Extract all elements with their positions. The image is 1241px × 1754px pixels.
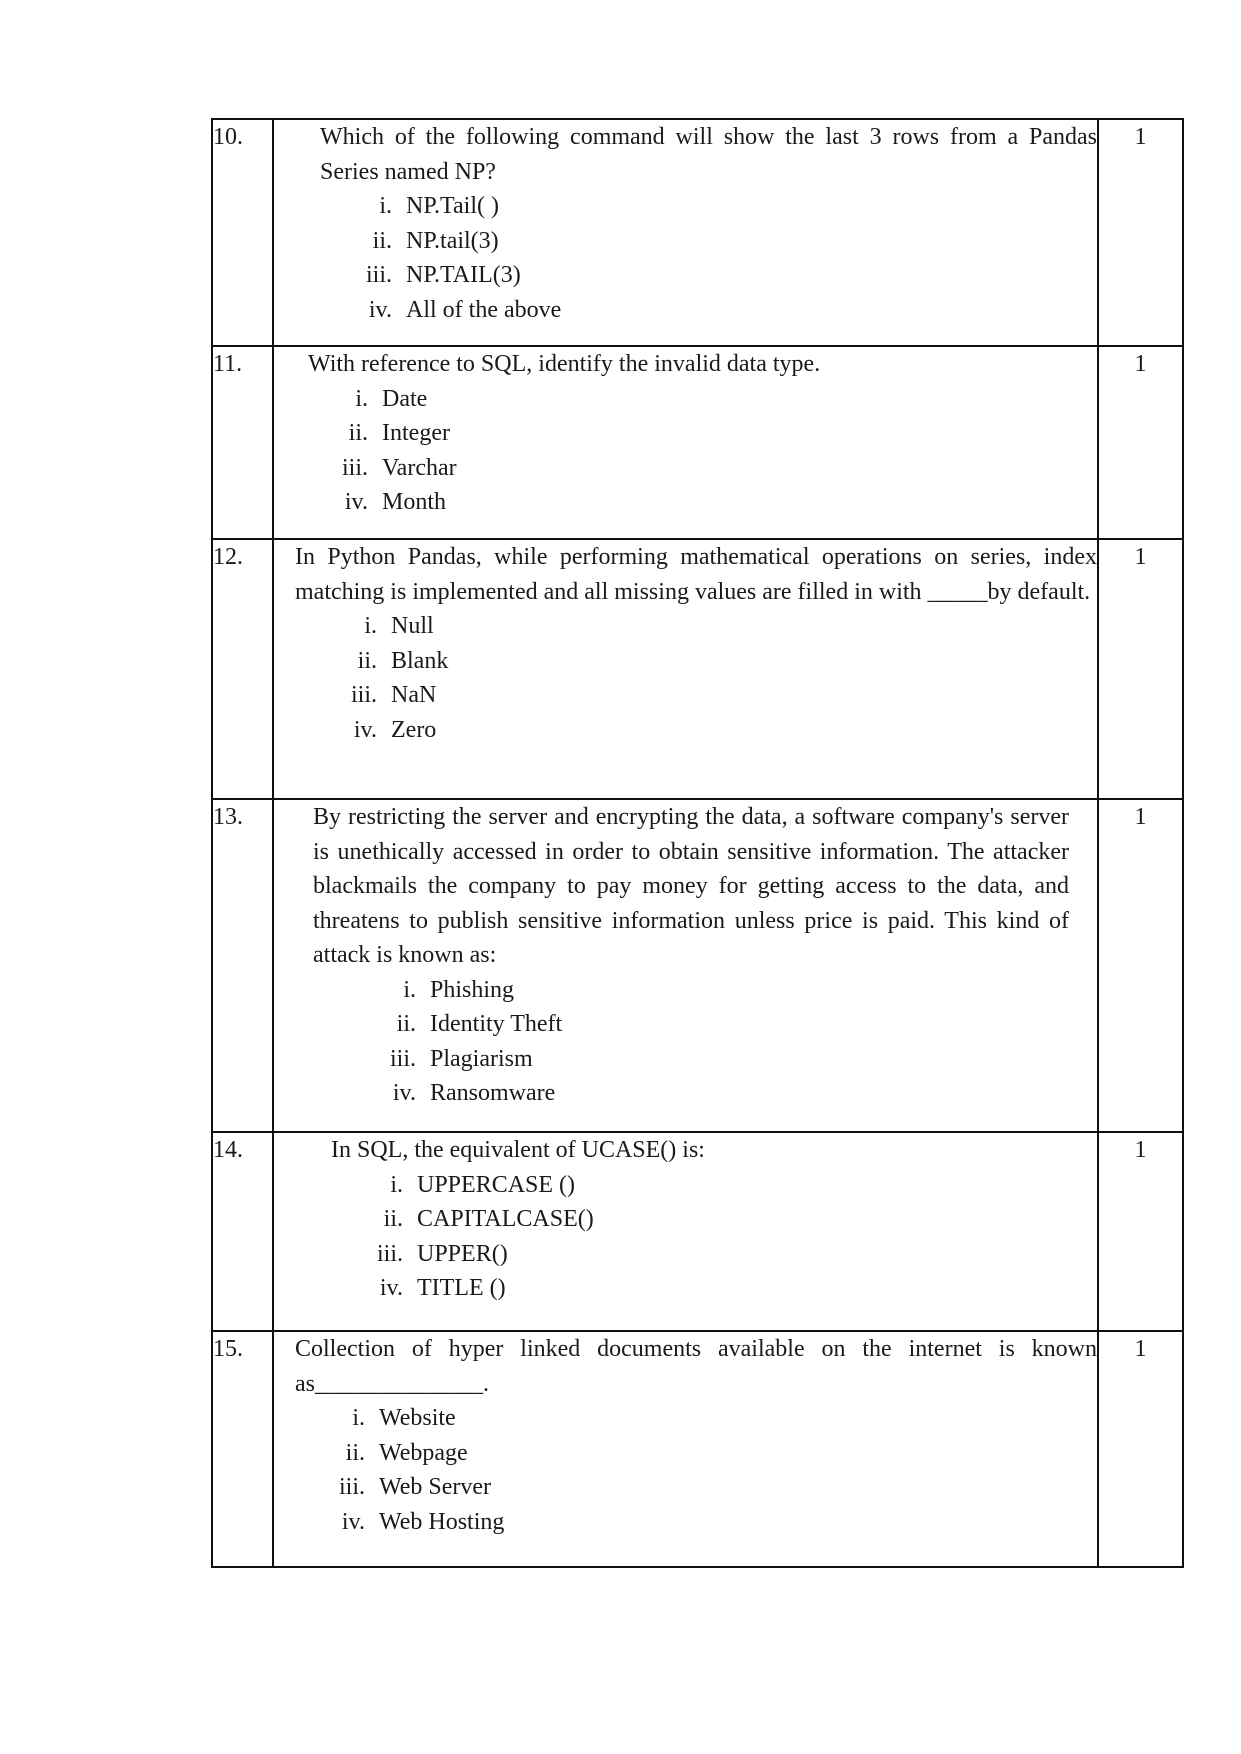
- option-numeral: ii.: [372, 227, 392, 254]
- question-body: [273, 119, 1098, 346]
- question-row-15: [212, 1331, 1183, 1567]
- option-text: Integer: [382, 420, 450, 446]
- option-item: [352, 189, 1097, 224]
- option-numeral: iii.: [376, 1240, 403, 1267]
- question-text: With reference to SQL, identify the invalid data type.: [308, 351, 821, 377]
- option-text: Month: [382, 489, 447, 515]
- options-list: [308, 382, 1097, 520]
- question-number: 12.: [212, 539, 273, 799]
- question-marks: 1: [1098, 539, 1183, 799]
- question-row-14: [212, 1132, 1183, 1331]
- question-number: 14.: [212, 1132, 273, 1331]
- options-list: [320, 189, 1097, 327]
- option-numeral: iv.: [341, 1508, 365, 1535]
- question-text: In Python Pandas, while performing mathematical operations on series, index matching is implemented and all missing values are filled in with _____by default.: [295, 544, 1097, 605]
- option-numeral: iii.: [389, 1045, 416, 1072]
- option-text: NP.Tail( ): [406, 193, 499, 219]
- option-text: NaN: [391, 682, 437, 708]
- option-item: [328, 416, 1097, 451]
- option-numeral: i.: [379, 193, 392, 219]
- question-body: [273, 1331, 1098, 1567]
- option-numeral: i.: [364, 613, 377, 639]
- option-item: [337, 713, 1097, 748]
- option-text: Ransomware: [430, 1080, 556, 1106]
- option-text: Web Hosting: [379, 1508, 505, 1535]
- option-text: UPPERCASE (): [417, 1171, 576, 1198]
- option-numeral: iii.: [365, 262, 392, 288]
- option-numeral: ii.: [345, 1439, 365, 1466]
- option-item: [328, 382, 1097, 417]
- option-text: All of the above: [406, 296, 562, 323]
- option-text: Null: [391, 613, 434, 639]
- question-body: [273, 799, 1098, 1132]
- option-item: [376, 973, 1069, 1008]
- option-text: Webpage: [379, 1439, 468, 1466]
- question-marks: 1: [1098, 119, 1183, 346]
- option-item: [328, 485, 1097, 520]
- option-item: [363, 1202, 1097, 1237]
- option-numeral: iv.: [368, 296, 392, 323]
- option-numeral: i.: [390, 1171, 403, 1198]
- option-text: Varchar: [382, 454, 457, 481]
- option-text: Plagiarism: [430, 1045, 533, 1072]
- question-number: 15.: [212, 1331, 273, 1567]
- option-text: CAPITALCASE(): [417, 1206, 594, 1232]
- option-item: [325, 1436, 1097, 1471]
- option-text: Identity Theft: [430, 1011, 563, 1037]
- question-marks: 1: [1098, 1331, 1183, 1567]
- question-number: 10.: [212, 119, 273, 346]
- option-text: Website: [379, 1405, 456, 1431]
- options-list: [331, 1168, 1097, 1306]
- question-row-12: [212, 539, 1183, 799]
- option-numeral: iii.: [350, 682, 377, 708]
- option-item: [328, 451, 1097, 486]
- option-numeral: iii.: [341, 454, 368, 481]
- option-text: Zero: [391, 716, 437, 743]
- option-numeral: ii.: [348, 420, 368, 446]
- question-row-13: [212, 799, 1183, 1132]
- option-item: [376, 1076, 1069, 1111]
- option-numeral: iv.: [353, 716, 377, 743]
- option-item: [363, 1168, 1097, 1203]
- options-list: [313, 973, 1069, 1111]
- option-item: [337, 678, 1097, 713]
- question-marks: 1: [1098, 346, 1183, 539]
- question-text: In SQL, the equivalent of UCASE() is:: [331, 1137, 705, 1163]
- question-row-10: [212, 119, 1183, 346]
- question-marks: 1: [1098, 799, 1183, 1132]
- question-row-11: [212, 346, 1183, 539]
- option-numeral: iv.: [392, 1080, 416, 1106]
- option-item: [337, 609, 1097, 644]
- option-text: TITLE (): [417, 1275, 506, 1301]
- question-body: [273, 346, 1098, 539]
- options-list: [295, 609, 1097, 747]
- questions-table: [211, 118, 1184, 1568]
- option-item: [363, 1237, 1097, 1272]
- question-body: [273, 539, 1098, 799]
- option-numeral: ii.: [357, 647, 377, 674]
- option-numeral: iii.: [338, 1474, 365, 1500]
- option-text: NP.tail(3): [406, 227, 499, 254]
- option-item: [337, 644, 1097, 679]
- option-numeral: i.: [352, 1405, 365, 1431]
- question-text: By restricting the server and encrypting the data, a software company's server is unethically accessed in order to obtain sensitive information. The attacker blackmails the company to pay money for getting access to the data, and threatens to publish sensitive information unless price is paid. This kind of attack is known as:: [313, 804, 1069, 968]
- option-numeral: iv.: [344, 489, 368, 515]
- option-item: [325, 1401, 1097, 1436]
- question-text: Which of the following command will show the last 3 rows from a Pandas Series named NP?: [320, 124, 1097, 185]
- option-item: [352, 224, 1097, 259]
- option-text: Web Server: [379, 1474, 492, 1500]
- option-item: [352, 293, 1097, 328]
- options-list: [295, 1401, 1097, 1539]
- option-item: [352, 258, 1097, 293]
- question-text: Collection of hyper linked documents available on the internet is known as______________.: [295, 1336, 1097, 1397]
- option-item: [363, 1271, 1097, 1306]
- question-number: 11.: [212, 346, 273, 539]
- option-item: [376, 1007, 1069, 1042]
- option-text: UPPER(): [417, 1240, 508, 1267]
- option-text: NP.TAIL(3): [406, 262, 521, 288]
- option-numeral: i.: [355, 385, 368, 412]
- option-numeral: ii.: [383, 1206, 403, 1232]
- option-numeral: iv.: [379, 1275, 403, 1301]
- option-item: [325, 1470, 1097, 1505]
- option-text: Date: [382, 385, 428, 412]
- option-numeral: i.: [403, 976, 416, 1003]
- option-text: Blank: [391, 647, 449, 674]
- question-marks: 1: [1098, 1132, 1183, 1331]
- option-numeral: ii.: [396, 1011, 416, 1037]
- question-number: 13.: [212, 799, 273, 1132]
- question-body: [273, 1132, 1098, 1331]
- option-item: [376, 1042, 1069, 1077]
- option-text: Phishing: [430, 976, 515, 1003]
- option-item: [325, 1505, 1097, 1540]
